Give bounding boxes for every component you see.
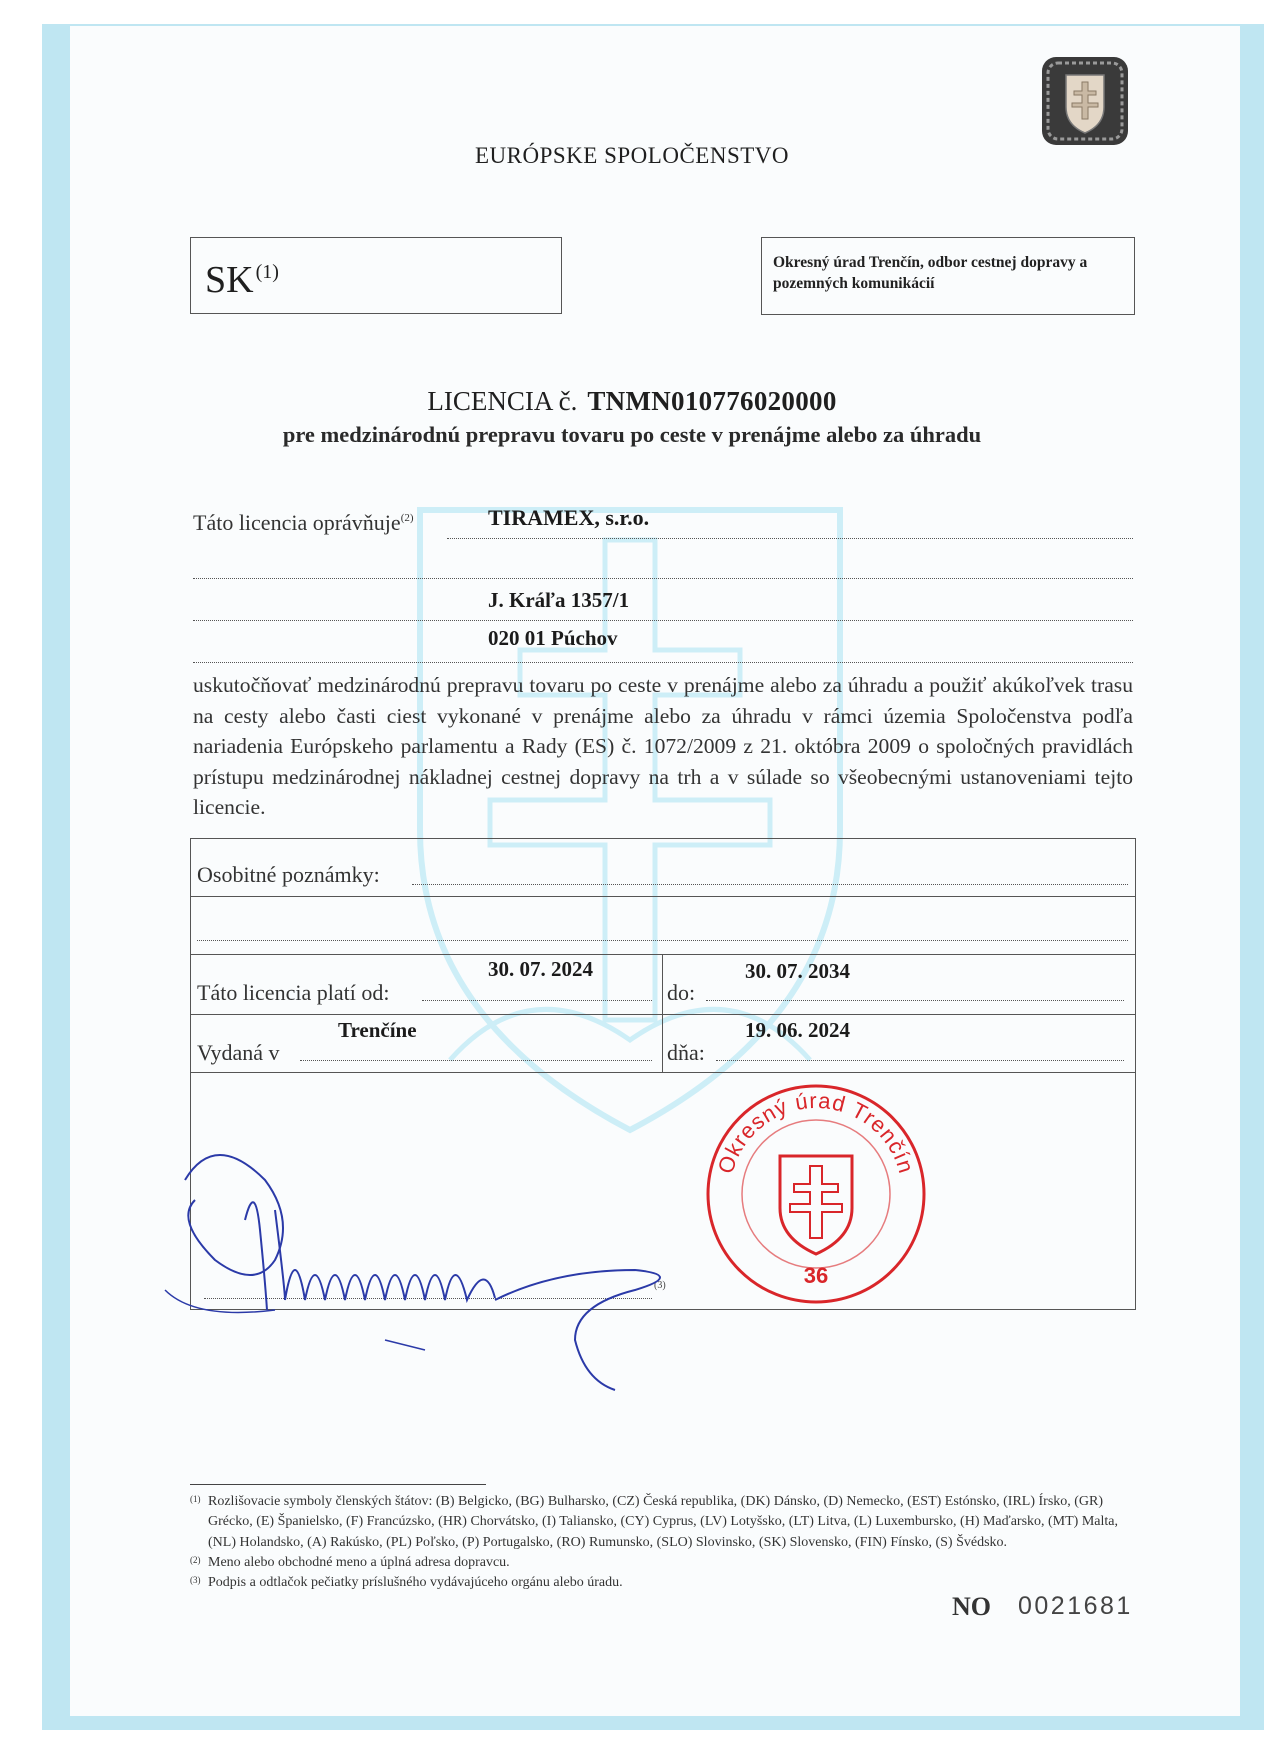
licence-number: TNMN010776020000 bbox=[587, 386, 837, 416]
holder-street: J. Kráľa 1357/1 bbox=[488, 588, 630, 612]
holder-dotted-line-1 bbox=[447, 538, 1133, 539]
valid-to-value: 30. 07. 2034 bbox=[745, 959, 850, 983]
holder-dotted-line-3 bbox=[193, 620, 1133, 621]
issued-on-value: 19. 06. 2024 bbox=[745, 1018, 850, 1042]
issued-on-dotted-line bbox=[716, 1060, 1124, 1061]
valid-from-label: Táto licencia platí od: bbox=[197, 980, 390, 1005]
stamp-number: 36 bbox=[803, 1263, 829, 1288]
licence-subtitle: pre medzinárodnú prepravu tovaru po ceste v prenájme alebo za úhradu bbox=[282, 422, 982, 447]
handwritten-signature bbox=[155, 1140, 755, 1400]
table-divider-3 bbox=[190, 1014, 1136, 1015]
footnote-1: (1) Rozlišovacie symboly členských štátov: (B) Belgicko, (BG) Bulharsko, (CZ) Česká republika, (DK) Dánsko, (D) Nemecko, (EST) Estónsko, (IRL) Írsko, (GR) Grécko, (E) Španielsko, (F) Francúzsko, (HR) Chorvátsko, (I) Taliansko, (CY) Cyprus, (LV) Lotyšsko, (LT) Litva, (L) Luxembursko, (H) Maďarsko, (MT) Malta, (NL) Holandsko, (A) Rakúsko, (PL) Poľsko, (P) Portugalsko, (RO) Rumunsko, (SLO) Slovinsko, (SK) Slovensko, (FIN) Fínsko, (S) Švédsko. bbox=[190, 1494, 1118, 1550]
serial-prefix: NO bbox=[952, 1592, 991, 1621]
footnote-ref-3: (3) bbox=[654, 1280, 666, 1291]
valid-to-dotted-line bbox=[706, 1000, 1124, 1001]
footnote-ref-1: (1) bbox=[255, 261, 279, 283]
coat-of-arms-emblem bbox=[1040, 55, 1130, 147]
issued-on-label: dňa: bbox=[667, 1040, 705, 1065]
holder-city: 020 01 Púchov bbox=[488, 626, 618, 650]
licence-title bbox=[0, 386, 1264, 417]
footnote-ref-2: (2) bbox=[400, 512, 414, 524]
table-divider-2 bbox=[190, 954, 1136, 955]
holder-dotted-line-2 bbox=[193, 578, 1133, 579]
table-column-divider bbox=[662, 954, 663, 1072]
issuing-authority-name: Okresný úrad Trenčín, odbor cestnej dopravy a pozemných komunikácií bbox=[773, 254, 1088, 292]
issued-in-value: Trenčíne bbox=[338, 1018, 417, 1042]
footnote-3: (3) Podpis a odtlačok pečiatky príslušného vydávajúceho orgánu alebo úradu. bbox=[190, 1575, 623, 1591]
member-state-code: SK $^{(1)}$ bbox=[205, 259, 279, 301]
valid-from-value: 30. 07. 2024 bbox=[488, 957, 593, 981]
issued-in-dotted-line bbox=[300, 1060, 652, 1061]
footnotes bbox=[190, 1492, 1140, 1593]
footnote-separator bbox=[190, 1484, 486, 1485]
licence-body-text: uskutočňovať medzinárodnú prepravu tovaru po ceste v prenájme alebo za úhradu a použiť akúkoľvek trasu na cesty alebo časti ciest vykonané v prenájme alebo za úhradu v rámci územia Spoločenstva podľa nariadenia Európskeho parlamentu a Rady (ES) č. 1072/2009 z 21. októbra 2009 o spoločných pravidlách prístupu medzinárodnej nákladnej cestnej dopravy na trh a v súlade so všeobecnými ustanoveniami tejto licencie. bbox=[193, 673, 1133, 819]
holder-dotted-line-4 bbox=[193, 662, 1133, 663]
community-heading: EURÓPSKE SPOLOČENSTVO bbox=[474, 143, 789, 168]
serial-number: 0021681 bbox=[1018, 1592, 1133, 1620]
holder-label: Táto licencia oprávňuje$^{(2)}$ bbox=[193, 510, 414, 535]
table-divider-1 bbox=[190, 896, 1136, 897]
licence-title-label: LICENCIA č. bbox=[427, 386, 578, 416]
holder-name: TIRAMEX, s.r.o. bbox=[488, 505, 650, 530]
valid-to-label: do: bbox=[667, 980, 696, 1005]
table-divider-4 bbox=[190, 1072, 1136, 1073]
valid-from-dotted-line bbox=[422, 1000, 652, 1001]
remarks-dotted-line-2 bbox=[197, 940, 1128, 941]
issued-in-label: Vydaná v bbox=[197, 1040, 280, 1065]
remarks-label: Osobitné poznámky: bbox=[197, 862, 380, 887]
stamp-text: Okresný úrad Trenčín bbox=[712, 1087, 920, 1177]
remarks-dotted-line-1 bbox=[412, 884, 1128, 885]
footnote-2: (2) Meno alebo obchodné meno a úplná adresa dopravcu. bbox=[190, 1554, 510, 1570]
